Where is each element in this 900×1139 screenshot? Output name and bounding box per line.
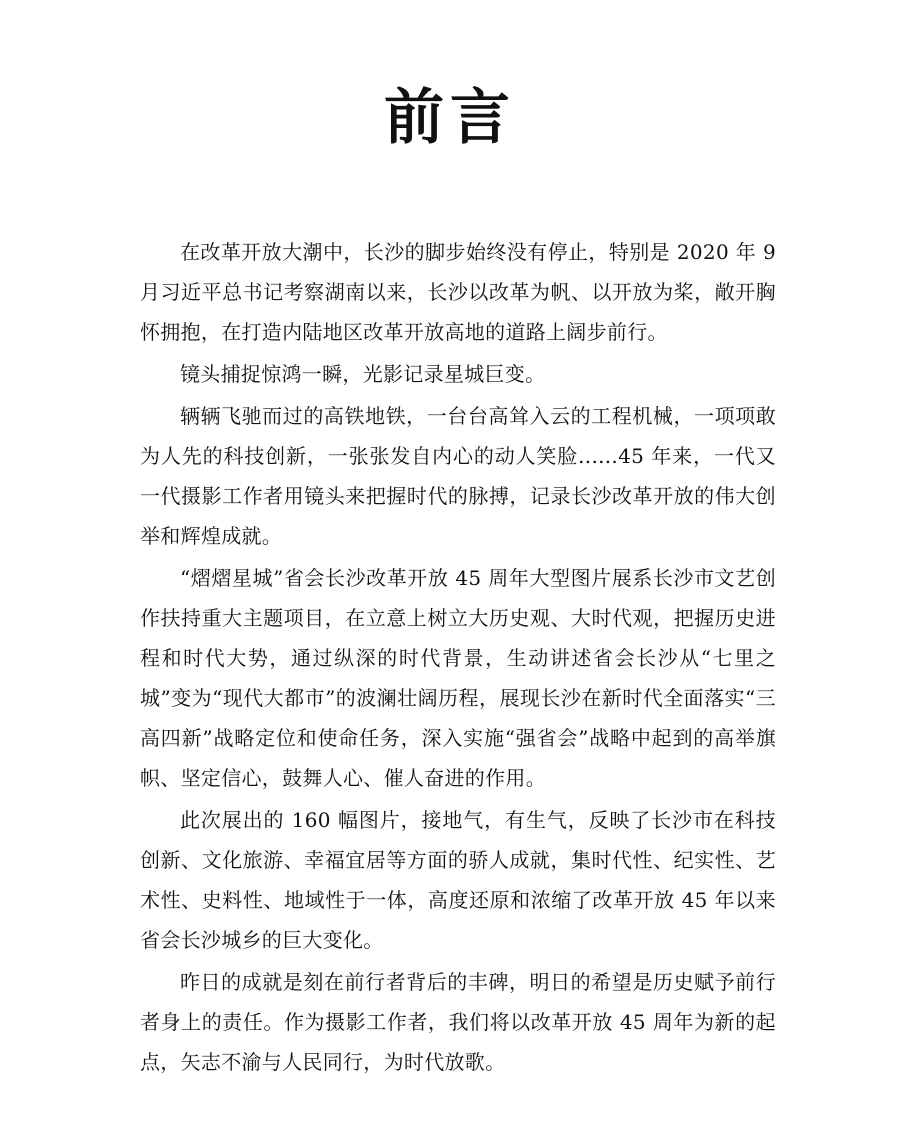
preface-body (140, 232, 776, 1084)
paragraph-1: 在改革开放大潮中，长沙的脚步始终没有停止，特别是 2020 年 9 月习近平总书记考察湖南以来，长沙以改革为帆、以开放为桨，敞开胸怀拥抱，在打造内陆地区改革开放高地的道路上阔步前行。 (140, 240, 776, 344)
paragraph-5: 此次展出的 160 幅图片，接地气，有生气，反映了长沙市在科技创新、文化旅游、幸福宜居等方面的骄人成就，集时代性、纪实性、艺术性、史料性、地域性于一体，高度还原和浓缩了改革开放 45 年以来省会长沙城乡的巨大变化。 (140, 808, 776, 952)
paragraph-2: 镜头捕捉惊鸿一瞬，光影记录星城巨变。 (180, 362, 546, 386)
paragraph-3: 辆辆飞驰而过的高铁地铁，一台台高耸入云的工程机械，一项项敢为人先的科技创新，一张张发自内心的动人笑脸......45 年来，一代又一代摄影工作者用镜头来把握时代的脉搏，记录长沙改革开放的伟大创举和辉煌成就。 (140, 404, 776, 548)
paragraph-6: 昨日的成就是刻在前行者背后的丰碑，明日的希望是历史赋予前行者身上的责任。作为摄影工作者，我们将以改革开放 45 周年为新的起点，矢志不渝与人民同行，为时代放歌。 (140, 970, 776, 1074)
paragraph-4: “熠熠星城”省会长沙改革开放 45 周年大型图片展系长沙市文艺创作扶持重大主题项目，在立意上树立大历史观、大时代观，把握历史进程和时代大势，通过纵深的时代背景，生动讲述省会长沙从“七里之城”变为“现代大都市”的波澜壮阔历程，展现长沙在新时代全面落实“三高四新”战略定位和使命任务，深入实施“强省会”战略中起到的高举旗帜、坚定信心，鼓舞人心、催人奋进的作用。 (140, 566, 776, 790)
page-title: 前言 (384, 83, 516, 153)
